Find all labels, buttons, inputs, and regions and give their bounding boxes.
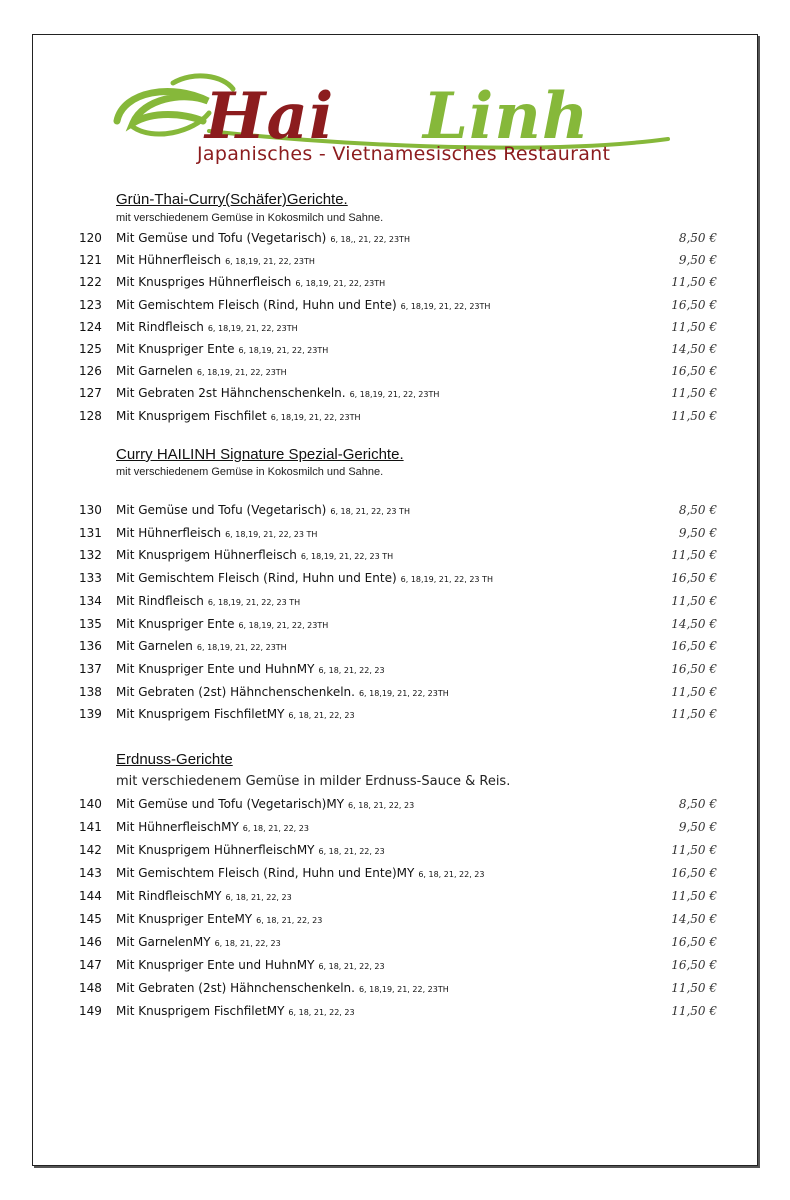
menu-item-number: 125: [79, 342, 102, 356]
menu-item-name-text: Mit Knuspriger Ente und HuhnMY: [116, 661, 315, 676]
menu-item-number: 149: [79, 1004, 102, 1018]
menu-item-name: [116, 571, 493, 585]
menu-item-allergen-codes: 6, 18,19, 21, 22, 23TH: [349, 390, 440, 400]
menu-item-name: [116, 820, 309, 834]
menu-item-price: 11,50 €: [671, 707, 717, 722]
menu-item: [33, 843, 757, 863]
menu-item: [33, 639, 757, 659]
menu-item-allergen-codes: 6, 18,19, 21, 22, 23TH: [358, 985, 449, 994]
menu-item: [33, 364, 757, 384]
menu-item-number: 131: [79, 525, 102, 540]
menu-item-allergen-codes: 6, 18,19, 21, 22, 23TH: [270, 412, 361, 422]
menu-item-price: 16,50 €: [671, 935, 717, 949]
menu-item-name-text: Mit Rindfleisch: [116, 319, 204, 334]
menu-item: [33, 707, 757, 727]
menu-item-number: 123: [79, 297, 102, 312]
menu-item-name: [116, 639, 287, 653]
menu-item-allergen-codes: 6, 18,19, 21, 22, 23 TH: [300, 552, 394, 562]
logo-word-linh: Linh: [423, 79, 590, 154]
menu-item-allergen-codes: 6, 18,19, 21, 22, 23TH: [196, 368, 287, 378]
menu-item-name-text: Mit Gemüse und Tofu (Vegetarisch): [116, 503, 327, 517]
menu-item-allergen-codes: 6, 18, 21, 22, 23: [348, 801, 415, 810]
menu-item-name: [116, 843, 385, 857]
menu-item: [33, 571, 757, 591]
menu-item-name-text: Mit Knusprigem FischfiletMY: [116, 1004, 285, 1018]
menu-item-name: [116, 342, 328, 356]
menu-item-name: [116, 364, 287, 378]
menu-item-number: 132: [79, 548, 102, 563]
menu-item-name-text: Mit Garnelen: [116, 364, 193, 379]
menu-item-number: 127: [79, 386, 102, 401]
menu-item-number: 142: [79, 843, 102, 857]
menu-item-number: 135: [79, 616, 102, 631]
menu-item-name-text: Mit Gebraten (2st) Hähnchenschenkeln.: [116, 981, 355, 995]
menu-item: [33, 409, 757, 429]
menu-item-name: [116, 548, 393, 562]
menu-item-allergen-codes: 6, 18,19, 21, 22, 23TH: [207, 323, 298, 333]
section-subtitle-curry-hailinh: mit verschiedenem Gemüse in Kokosmilch und Sahne.: [116, 466, 384, 478]
menu-item: [33, 889, 757, 909]
menu-item-number: 146: [79, 935, 102, 949]
menu-item: [33, 275, 757, 295]
menu-item-price: 11,50 €: [671, 548, 717, 563]
section-title-curry-hailinh: Curry HAILINH Signature Spezial-Gerichte.: [116, 446, 404, 463]
menu-item-allergen-codes: 6, 18, 21, 22, 23: [318, 962, 385, 971]
menu-item: [33, 1004, 757, 1024]
menu-item-number: 140: [79, 797, 102, 811]
section-subtitle-gruen-thai-curry: mit verschiedenem Gemüse in Kokosmilch und Sahne.: [116, 212, 384, 224]
menu-item: [33, 548, 757, 568]
menu-item-allergen-codes: 6, 18, 21, 22, 23: [225, 893, 292, 902]
menu-item: [33, 320, 757, 340]
menu-item: [33, 797, 757, 817]
menu-item: [33, 386, 757, 406]
menu-item: [33, 866, 757, 886]
menu-item-allergen-codes: 6, 18, 21, 22, 23: [318, 665, 385, 675]
menu-item-name-text: Mit Knusprigem Hühnerfleisch: [116, 548, 297, 563]
menu-item-name-text: Mit Hühnerfleisch: [116, 253, 222, 268]
menu-item-name-text: Mit Knuspriger Ente und HuhnMY: [116, 958, 315, 972]
menu-item-number: 133: [79, 571, 102, 586]
menu-item-name-text: Mit RindfleischMY: [116, 889, 222, 903]
menu-item-price: 9,50 €: [678, 253, 717, 268]
menu-item-allergen-codes: 6, 18,, 21, 22, 23TH: [330, 235, 410, 244]
menu-item-name: [116, 912, 322, 926]
menu-item-name: [116, 298, 490, 312]
menu-item: [33, 981, 757, 1001]
menu-item-allergen-codes: 6, 18,19, 21, 22, 23TH: [358, 688, 449, 698]
menu-item-number: 144: [79, 889, 102, 903]
menu-item-name: [116, 503, 410, 517]
menu-item: [33, 298, 757, 318]
menu-item-name: [116, 685, 449, 699]
menu-item-number: 121: [79, 253, 102, 268]
menu-item-number: 128: [79, 408, 102, 423]
menu-item-price: 16,50 €: [671, 958, 717, 972]
menu-item-name: [116, 594, 300, 608]
menu-item-price: 11,50 €: [671, 593, 717, 608]
menu-item-price: 11,50 €: [671, 275, 717, 290]
menu-item-name: [116, 981, 449, 995]
menu-item-name-text: Mit Gebraten (2st) Hähnchenschenkeln.: [116, 684, 355, 699]
menu-item-price: 9,50 €: [678, 820, 717, 834]
menu-item: [33, 662, 757, 682]
menu-item-number: 126: [79, 364, 102, 379]
menu-item-allergen-codes: 6, 18,19, 21, 22, 23TH: [238, 620, 329, 630]
restaurant-logo: [113, 61, 673, 171]
menu-item-number: 138: [79, 684, 102, 699]
section-title-erdnuss: Erdnuss-Gerichte: [116, 751, 233, 768]
menu-item-price: 11,50 €: [671, 889, 717, 903]
menu-item-name-text: Mit HühnerfleischMY: [116, 820, 239, 834]
menu-item-number: 141: [79, 820, 102, 834]
menu-item-price: 9,50 €: [678, 525, 717, 540]
menu-item-name-text: Mit Gemischtem Fleisch (Rind, Huhn und Ente)MY: [116, 866, 415, 880]
menu-item-name-text: Mit Gemischtem Fleisch (Rind, Huhn und Ente): [116, 571, 397, 586]
menu-item-allergen-codes: 6, 18,19, 21, 22, 23 TH: [400, 575, 493, 585]
menu-item-price: 16,50 €: [671, 364, 717, 379]
menu-item-price: 14,50 €: [671, 616, 717, 631]
menu-item-name: [116, 526, 317, 540]
menu-item-number: 134: [79, 593, 102, 608]
section-subtitle-erdnuss: mit verschiedenem Gemüse in milder Erdnuss-Sauce & Reis.: [116, 774, 511, 789]
menu-item-number: 139: [79, 707, 102, 722]
menu-item-name-text: Mit Knuspriger Ente: [116, 616, 235, 631]
menu-item-price: 11,50 €: [671, 408, 717, 423]
menu-item: [33, 594, 757, 614]
menu-item-name: [116, 231, 410, 245]
menu-item-price: 8,50 €: [678, 503, 717, 517]
menu-item-name-text: Mit Garnelen: [116, 639, 193, 654]
menu-item-number: 122: [79, 275, 102, 290]
menu-item-price: 11,50 €: [671, 319, 717, 334]
menu-item: [33, 912, 757, 932]
menu-item-allergen-codes: 6, 18,19, 21, 22, 23TH: [225, 257, 315, 267]
menu-item-name-text: Mit GarnelenMY: [116, 935, 211, 949]
menu-item-name-text: Mit Hühnerfleisch: [116, 525, 222, 540]
menu-item-number: 124: [79, 319, 102, 334]
menu-item-number: 143: [79, 866, 102, 880]
menu-item-allergen-codes: 6, 18,19, 21, 22, 23TH: [400, 301, 491, 311]
menu-item-number: 145: [79, 912, 102, 926]
menu-page: [32, 34, 758, 1166]
menu-item-price: 16,50 €: [671, 866, 717, 880]
menu-item-name-text: Mit Knuspriger EnteMY: [116, 912, 253, 926]
menu-item-price: 14,50 €: [671, 342, 717, 356]
menu-item-price: 11,50 €: [671, 981, 717, 995]
menu-item-name-text: Mit Knusprigem Fischfilet: [116, 408, 267, 423]
menu-item-price: 11,50 €: [671, 843, 717, 857]
menu-item-allergen-codes: 6, 18, 21, 22, 23: [288, 1008, 355, 1017]
menu-item-price: 16,50 €: [671, 297, 717, 312]
menu-item-allergen-codes: 6, 18,19, 21, 22, 23TH: [196, 643, 287, 653]
menu-item-price: 8,50 €: [678, 231, 717, 245]
menu-item-number: 137: [79, 661, 102, 676]
menu-item: [33, 685, 757, 705]
menu-item-name-text: Mit Gemischtem Fleisch (Rind, Huhn und Ente): [116, 297, 397, 312]
menu-item-allergen-codes: 6, 18,19, 21, 22, 23TH: [295, 279, 386, 289]
menu-item-name-text: Mit Knusprigem FischfiletMY: [116, 707, 285, 722]
menu-item-price: 16,50 €: [671, 639, 717, 654]
menu-item: [33, 503, 757, 523]
menu-item-allergen-codes: 6, 18, 21, 22, 23: [318, 847, 385, 856]
menu-item-name-text: Mit Gemüse und Tofu (Vegetarisch)MY: [116, 797, 345, 811]
menu-item-allergen-codes: 6, 18, 21, 22, 23: [288, 711, 355, 721]
menu-item-name: [116, 275, 385, 289]
menu-item-price: 16,50 €: [671, 571, 717, 586]
menu-item-name: [116, 1004, 355, 1018]
menu-item-name: [116, 320, 298, 334]
menu-item-price: 14,50 €: [671, 912, 717, 926]
menu-item-allergen-codes: 6, 18, 21, 22, 23: [418, 870, 485, 879]
menu-item-name: [116, 889, 292, 903]
menu-item-name: [116, 662, 385, 676]
menu-item: [33, 820, 757, 840]
menu-item-allergen-codes: 6, 18, 21, 22, 23: [256, 916, 323, 925]
menu-item-price: 11,50 €: [671, 386, 717, 401]
menu-item-number: 136: [79, 639, 102, 654]
menu-item-name-text: Mit Gebraten 2st Hähnchenschenkeln.: [116, 386, 346, 401]
menu-item-name: [116, 617, 328, 631]
menu-item: [33, 231, 757, 251]
menu-item-name: [116, 866, 484, 880]
menu-item-allergen-codes: 6, 18, 21, 22, 23: [214, 939, 281, 948]
menu-item-name-text: Mit Gemüse und Tofu (Vegetarisch): [116, 231, 327, 245]
menu-item-price: 11,50 €: [671, 684, 717, 699]
menu-item-price: 16,50 €: [671, 661, 717, 676]
menu-item: [33, 342, 757, 362]
menu-item: [33, 958, 757, 978]
menu-item-name: [116, 409, 361, 423]
menu-item-allergen-codes: 6, 18, 21, 22, 23 TH: [330, 507, 410, 516]
menu-item-name-text: Mit Knuspriges Hühnerfleisch: [116, 275, 292, 290]
menu-item-name-text: Mit Rindfleisch: [116, 593, 204, 608]
menu-item: [33, 935, 757, 955]
menu-item-number: 130: [79, 503, 102, 517]
menu-item-allergen-codes: 6, 18,19, 21, 22, 23 TH: [207, 597, 301, 607]
menu-item: [33, 526, 757, 546]
logo-word-hai: Hai: [205, 79, 335, 154]
menu-item-name: [116, 797, 414, 811]
menu-item-allergen-codes: 6, 18,19, 21, 22, 23TH: [238, 346, 329, 355]
menu-item-name: [116, 253, 315, 267]
menu-item-name: [116, 958, 385, 972]
menu-item-number: 148: [79, 981, 102, 995]
menu-item-name: [116, 707, 355, 721]
restaurant-subtitle: Japanisches - Vietnamesisches Restaurant: [197, 143, 611, 165]
menu-item-allergen-codes: 6, 18,19, 21, 22, 23 TH: [225, 529, 318, 539]
menu-item-name: [116, 935, 281, 949]
menu-item-name-text: Mit Knusprigem HühnerfleischMY: [116, 843, 315, 857]
menu-item: [33, 617, 757, 637]
menu-item-price: 11,50 €: [671, 1004, 717, 1018]
menu-item-allergen-codes: 6, 18, 21, 22, 23: [242, 824, 309, 833]
menu-item-number: 147: [79, 958, 102, 972]
menu-item-name: [116, 386, 439, 400]
menu-item-name-text: Mit Knuspriger Ente: [116, 342, 235, 356]
menu-item-price: 8,50 €: [678, 797, 717, 811]
section-title-gruen-thai-curry: Grün-Thai-Curry(Schäfer)Gerichte.: [116, 191, 348, 208]
menu-item: [33, 253, 757, 273]
menu-item-number: 120: [79, 231, 102, 245]
